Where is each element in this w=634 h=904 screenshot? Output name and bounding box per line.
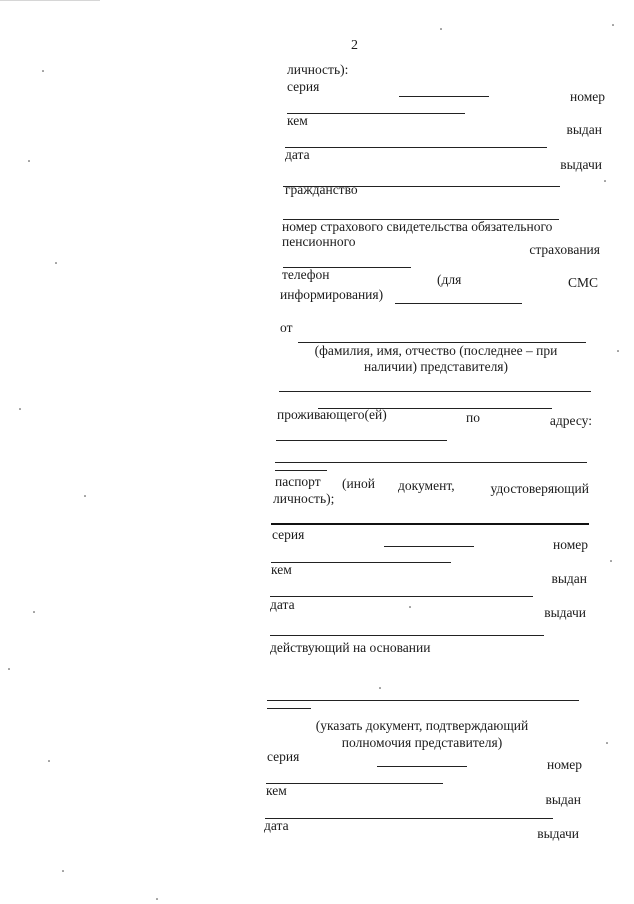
issue-label: выдачи (560, 157, 602, 172)
phone-for-label: (для (437, 272, 462, 287)
auth-date-label: дата (264, 818, 289, 833)
scan-speck (84, 495, 86, 497)
scan-speck (33, 611, 35, 613)
residing-address-label: адресу: (549, 413, 592, 428)
scan-speck (612, 24, 614, 26)
scan-speck (409, 606, 411, 608)
date-label: дата (285, 147, 310, 162)
from-label: от (280, 320, 293, 335)
rep-name-hint-line1: (фамилия, имя, отчество (последнее – при (314, 343, 558, 358)
auth-issued-by-field[interactable] (265, 818, 553, 819)
address-field-2[interactable] (275, 462, 587, 463)
rep-issue-label: выдачи (544, 605, 586, 620)
residing-label: проживающего(ей) (277, 407, 387, 422)
scan-speck (28, 160, 30, 162)
auth-issue-label: выдачи (537, 826, 579, 841)
passport-word-2: (иной (342, 476, 375, 491)
issued-by-field[interactable] (285, 147, 547, 148)
authority-doc-field-2[interactable] (267, 708, 311, 709)
passport-field[interactable] (271, 523, 589, 525)
rep-date-label: дата (270, 597, 295, 612)
scan-speck (8, 668, 10, 670)
auth-series-field[interactable] (377, 766, 467, 767)
auth-number-field[interactable] (266, 783, 443, 784)
rep-number-label: номер (552, 537, 588, 552)
page-number: 2 (351, 38, 358, 53)
snils-label-line2: пенсионного (282, 234, 356, 249)
snils-label-line3: страхования (529, 242, 600, 257)
scan-speck (610, 560, 612, 562)
phone-sms-label: СМС (567, 275, 598, 290)
scan-speck (62, 870, 64, 872)
phone-field[interactable] (395, 303, 522, 304)
rep-name-hint-line2: наличии) представителя) (363, 359, 509, 374)
snils-label-line1: номер страхового свидетельства обязательного (282, 219, 553, 234)
authority-doc-field[interactable] (267, 700, 579, 701)
address-field-1[interactable] (276, 440, 447, 441)
passport-word-3: документ, (398, 478, 455, 493)
acting-label: действующий на основании (270, 640, 431, 655)
rep-issued-by-field[interactable] (270, 596, 533, 597)
issued-by-label: кем (287, 113, 308, 128)
auth-number-label: номер (546, 757, 582, 772)
rep-date-field[interactable] (270, 635, 544, 636)
scan-speck (617, 350, 619, 352)
passport-line2: личность); (273, 491, 335, 506)
doc-hint-line2: полномочия представителя) (341, 735, 503, 750)
scan-speck (19, 408, 21, 410)
scan-speck (55, 262, 57, 264)
series-label: серия (287, 79, 320, 94)
residing-by-label: по (466, 410, 480, 425)
rep-issued-label: выдан (551, 571, 587, 586)
number-field[interactable] (287, 113, 465, 114)
identity-tail-label: личность): (287, 62, 349, 77)
scan-speck (42, 70, 44, 72)
series-field[interactable] (399, 96, 489, 97)
rep-issued-by-label: кем (271, 562, 292, 577)
scan-speck (606, 742, 608, 744)
scan-speck (604, 180, 606, 182)
number-label: номер (569, 89, 605, 104)
doc-hint-line1: (указать документ, подтверждающий (315, 718, 529, 733)
rep-series-field[interactable] (384, 546, 474, 547)
passport-word-4: удостоверяющий (490, 481, 589, 496)
scan-speck (440, 28, 442, 30)
auth-series-label: серия (267, 749, 300, 764)
scan-speck (48, 760, 50, 762)
rep-series-label: серия (272, 527, 305, 542)
phone-label: телефон (282, 267, 330, 282)
phone-informing-label: информирования) (280, 287, 384, 302)
auth-issued-label: выдан (545, 792, 581, 807)
address-field-3[interactable] (275, 470, 327, 471)
issued-label: выдан (566, 122, 602, 137)
scan-edge-line (0, 0, 100, 1)
rep-number-field[interactable] (271, 562, 451, 563)
rep-name-extra-field[interactable] (279, 391, 591, 392)
citizenship-label: гражданство (285, 182, 358, 197)
passport-word-1: паспорт (275, 474, 321, 489)
auth-issued-by-label: кем (266, 783, 287, 798)
scan-speck (156, 898, 158, 900)
scan-speck (379, 687, 381, 689)
